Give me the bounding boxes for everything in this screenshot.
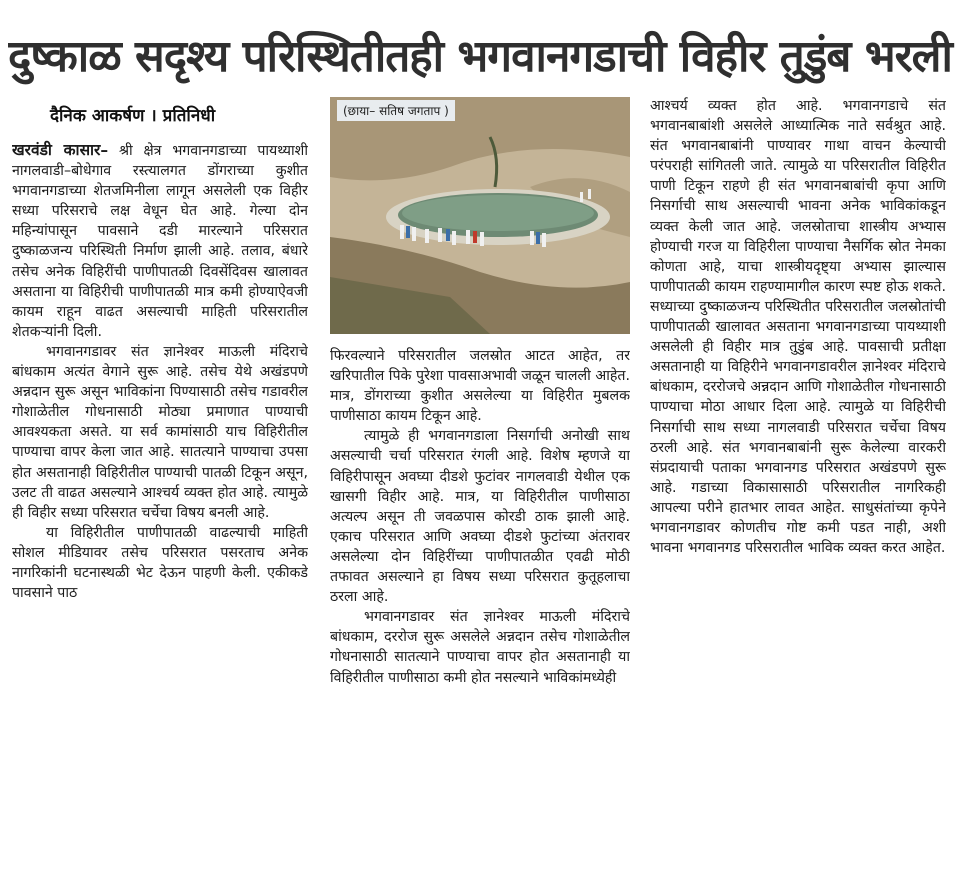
well-photo-image [330,97,630,334]
article-column-3 [650,96,946,872]
paragraph-5: त्यामुळे ही भगवानगडाला निसर्गाची अनोखी साथ असल्याची चर्चा परिसरात रंगली आहे. विशेष म्हणजे या विहिरीपासून अवघ्या दीडशे फुटांवर नागलवाडी येथील एक खासगी विहीर आहे. मात्र, या विहिरीतील पाणीसाठा अत्यल्प असून ती जवळपास कोरडी ठाक झाली आहे. एकाच परिसरात आणि अवघ्या दीडशे फुटांच्या अंतरावर असलेल्या दोन विहिरींच्या पाणीपातळीत एवढी मोठी तफावत असल्याने हा विषय सध्या परिसरात कुतूहलाचा ठरला आहे. [330,428,630,606]
paragraph-2: भगवानगडावर संत ज्ञानेश्वर माऊली मंदिराचे बांधकाम अत्यंत वेगाने सुरू आहे. तसेच येथे अखंडपणे अन्नदान सुरू असून भाविकांना पिण्यासाठी तसेच गडावरील गोशाळेतील गोधनासाठी मोठ्या प्रमाणात पाण्याची आवश्यकता असते. या सर्व कामांसाठी याच विहिरीतील पाण्याचा वापर केला जात आहे. सातत्याने पाण्याचा उपसा होत असतानाही विहिरीतील पाण्याची पातळी टिकून असून, उलट ती वाढत असल्याने आश्चर्य व्यक्त होत आहे. त्यामुळे ही विहीर सध्या परिसरात चर्चेचा विषय बनली आहे. [12,343,308,521]
well-photo [330,97,630,334]
paragraph-1-text: श्री क्षेत्र भगवानगडाच्या पायथ्याशी नागलवाडी–बोधेगाव रस्त्यालगत डोंगराच्या कुशीत भगवानगडाच्या शेतजमिनीला लागून असलेली एक विहीर सध्या परिसराचे लक्ष वेधून घेत आहे. गेल्या दोन महिन्यांपासून पावसाने दडी मारल्याने परिसरात दुष्काळजन्य परिस्थिती निर्माण झाली आहे. तलाव, बंधारे तसेच अनेक विहिरींची पाणीपातळी दिवसेंदिवस खालावत असताना या विहिरीची पाणीपातळी मात्र कमी होण्याऐवजी कायम राहून वाढत असल्याची माहिती परिसरातील शेतकऱ्यांनी दिली. [12,143,308,340]
dateline: खरवंडी कासार– [12,141,109,159]
paragraph-6: भगवानगडावर संत ज्ञानेश्वर माऊली मंदिराचे बांधकाम, दररोज सुरू असलेले अन्नदान तसेच गोशाळेतील गोधनासाठी सातत्याने पाण्याचा वापर होत असतानाही या विहिरीतील पाणीसाठा कमी होत नसल्याने भाविकांमध्येही [330,609,630,686]
photo-caption: (छाया– सतिष जगताप ) [337,100,455,121]
paragraph-1 [12,140,308,342]
article-column-2 [330,346,630,872]
byline: दैनिक आकर्षण । प्रतिनिधी [50,106,216,126]
paragraph-7: आश्चर्य व्यक्त होत आहे. भगवानगडाचे संत भगवानबाबांशी असलेले आध्यात्मिक नाते सर्वश्रुत आहे. संत भगवानबाबांनी पाण्यावर गाथा वाचन केल्याची परंपराही सांगितली जाते. त्यामुळे या परिसरातील विहिरीत पाणी टिकून राहणे ही संत भगवानबाबांची कृपा आणि निसर्गाची साथ असल्याची भावना अनेक भाविकांकडून व्यक्त केली जात आहे. जलस्रोताचा शास्त्रीय अभ्यास होण्याची गरज या विहिरीला पाण्याचा नैसर्गिक स्रोत नेमका कोणता आहे, याचा शास्त्रीयदृष्ट्या अभ्यास झाल्यास पाणीपातळी कायम राहण्यामागील कारण स्पष्ट होऊ शकते. सध्याच्या दुष्काळजन्य परिस्थितीत परिसरातील जलस्रोतांची पाणीपातळी खालावत असताना भगवानगडाच्या पायथ्याशी असलेली ही विहीर मात्र तुडुंब आहे. पावसाची प्रतीक्षा असतानाही या विहिरीने भगवानगडावरील ज्ञानेश्वर मंदिराचे बांधकाम, दररोजचे अन्नदान आणि गोशाळेतील गोधनासाठी पाण्याचा मोठा आधार दिला आहे. त्यामुळे या विहिरीची निसर्गाची साथ सध्या नागलवाडी परिसरात चर्चेचा विषय ठरली आहे. संत भगवानबाबांनी सुरू केलेल्या वारकरी संप्रदायाची पताका भगवानगड परिसरात अखंडपणे सुरू आहे. गडाच्या विकासासाठी परिसरातील नागरिकही आपल्या परीने हातभार लावत आहेत. साधुसंतांच्या कृपेने भगवानगडावर कोणतीच गोष्ट कमी पडत नाही, अशी भावना भगवानगड परिसरातील भाविक व्यक्त करत आहेत. [650,98,946,557]
article-column-1 [12,140,308,872]
headline: दुष्काळ सदृश्य परिस्थितीतही भगवानगडाची विहीर तुडुंब भरली [8,31,952,82]
paragraph-3: या विहिरीतील पाणीपातळी वाढल्याची माहिती सोशल मीडियावर तसेच परिसरात पसरताच अनेक नागरिकांनी घटनास्थळी भेट देऊन पाहणी केली. एकीकडे पावसाने पाठ [12,524,308,602]
paragraph-4: फिरवल्याने परिसरातील जलस्रोत आटत आहेत, तर खरिपातील पिके पुरेशा पावसाअभावी जळून चालली आहेत. मात्र, डोंगराच्या कुशीत असलेल्या या विहिरीत मुबलक पाणीसाठा कायम टिकून आहे. [330,348,630,425]
